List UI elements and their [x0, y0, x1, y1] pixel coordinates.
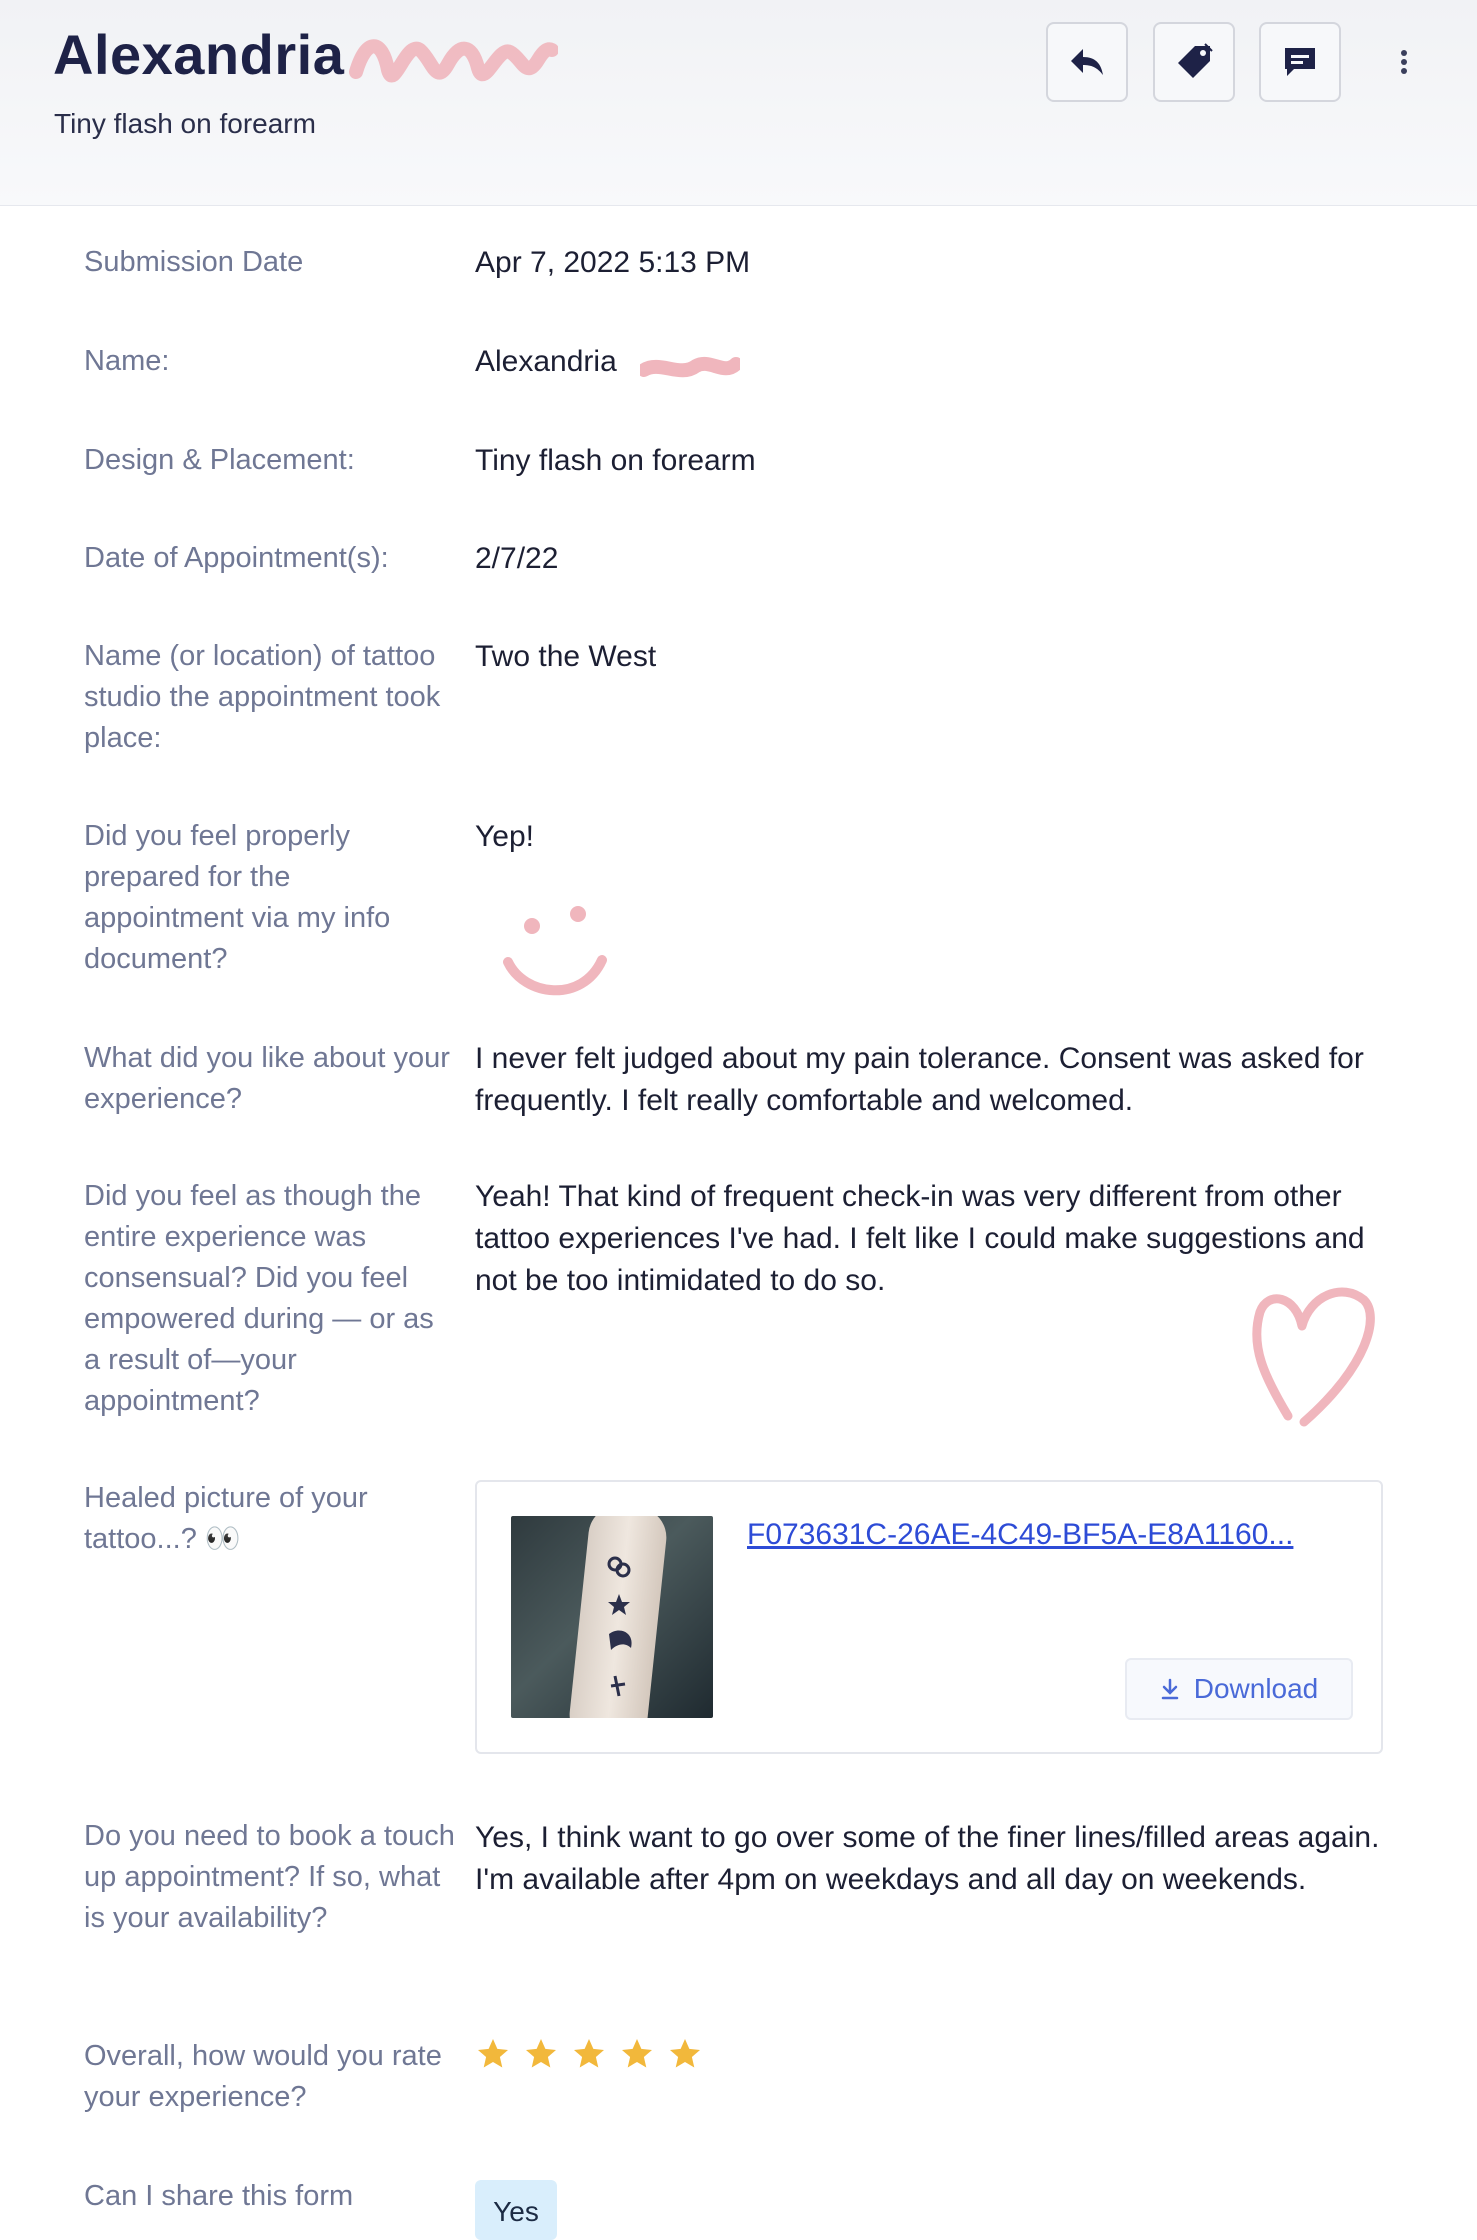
- field-label-rating: Overall, how would you rate your experience?: [84, 2040, 442, 2113]
- field-label-prepared: Did you feel properly prepared for the appointment via my info document?: [84, 820, 391, 975]
- share-answer-badge: Yes: [475, 2180, 557, 2240]
- star-icon: [475, 2036, 511, 2072]
- rating-stars: [475, 2036, 703, 2072]
- field-label-share: Can I share this form: [84, 2180, 354, 2212]
- star-icon: [571, 2036, 607, 2072]
- field-value-consensual: Yeah! That kind of frequent check-in was very different from other tattoo experiences I've had. I felt like I could make suggestions and not be too intimidated to do so.: [475, 1180, 1365, 1297]
- field-value-design-placement: Tiny flash on forearm: [475, 444, 756, 477]
- field-label-consensual: Did you feel as though the entire experience was consensual? Did you feel empowered during — or as a result of—your appointment?: [84, 1180, 434, 1417]
- field-value-appointment-date: 2/7/22: [475, 542, 559, 575]
- reply-arrow-icon: [1069, 47, 1105, 77]
- heart-doodle-icon: [1244, 1276, 1380, 1428]
- field-value-name: Alexandria: [475, 345, 617, 378]
- download-icon: [1160, 1678, 1180, 1700]
- field-value-touch-up: Yes, I think want to go over some of the finer lines/filled areas again. I'm available after 4pm on weekdays and all day on weekends.: [475, 1821, 1380, 1896]
- field-label-liked: What did you like about your experience?: [84, 1042, 450, 1115]
- download-label: Download: [1193, 1673, 1319, 1704]
- star-icon: [523, 2036, 559, 2072]
- field-value-prepared: Yep!: [475, 820, 534, 853]
- download-button[interactable]: [1125, 1658, 1353, 1720]
- field-label-name: Name:: [84, 345, 170, 377]
- comment-icon: [1282, 45, 1318, 79]
- smiley-doodle-icon: [502, 900, 614, 1004]
- star-icon: [667, 2036, 703, 2072]
- field-label-studio: Name (or location) of tattoo studio the appointment took place:: [84, 640, 441, 754]
- star-icon: [619, 2036, 655, 2072]
- field-label-submission-date: Submission Date: [84, 246, 304, 278]
- attachment-file-link[interactable]: F073631C-26AE-4C49-BF5A-E8A1160...: [747, 1518, 1294, 1551]
- tag-button[interactable]: [1153, 22, 1235, 102]
- redaction-scribble: [348, 20, 558, 100]
- redaction-scribble: [640, 350, 740, 384]
- submitter-name: Alexandria: [53, 23, 345, 86]
- field-label-appointment-date: Date of Appointment(s):: [84, 542, 389, 574]
- field-label-touch-up: Do you need to book a touch up appointment? If so, what is your availability?: [84, 1820, 455, 1934]
- field-label-healed-picture: Healed picture of your tattoo...? 👀: [84, 1482, 368, 1555]
- field-value-liked: I never felt judged about my pain tolerance. Consent was asked for frequently. I felt really comfortable and welcomed.: [475, 1042, 1364, 1117]
- tag-icon: [1175, 43, 1213, 81]
- form-header: [0, 0, 1477, 206]
- comment-button[interactable]: [1259, 22, 1341, 102]
- kebab-menu-icon[interactable]: [1392, 42, 1416, 82]
- field-value-studio: Two the West: [475, 640, 657, 673]
- field-value-submission-date: Apr 7, 2022 5:13 PM: [475, 246, 751, 279]
- header-subtitle: Tiny flash on forearm: [54, 108, 316, 139]
- reply-button[interactable]: [1046, 22, 1128, 102]
- tattoo-thumbnail[interactable]: [511, 1516, 713, 1718]
- field-label-design-placement: Design & Placement:: [84, 444, 355, 476]
- attachment-card: [475, 1480, 1383, 1754]
